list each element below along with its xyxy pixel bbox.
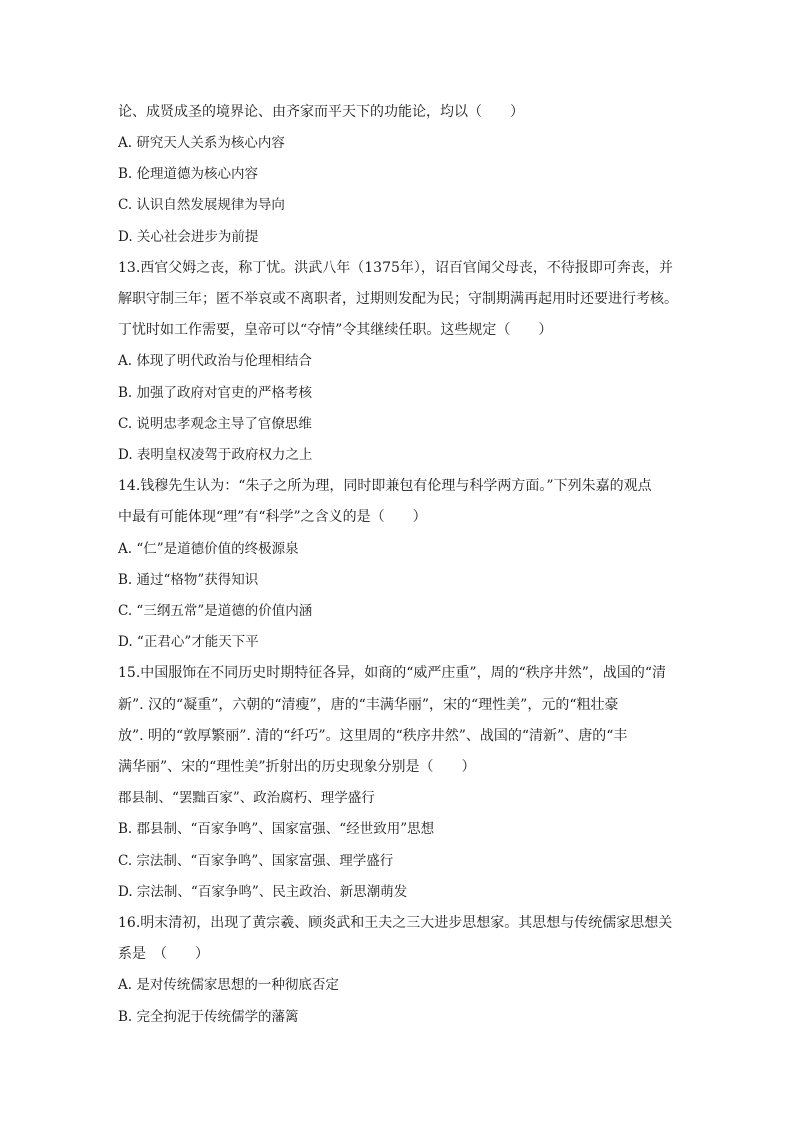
- q12-option-b: B. 伦理道德为核心内容: [118, 166, 259, 182]
- q13-option-b: B. 加强了政府对官吏的严格考核: [118, 385, 313, 401]
- q14-option-a: A. “仁”是道德价值的终极源泉: [118, 541, 299, 557]
- q12-option-d: D. 关心社会进步为前提: [118, 229, 259, 245]
- q13-stem-line-3: 丁忧时如工作需要，皇帝可以“夺情”令其继续任职。这些规定（ ）: [118, 322, 553, 338]
- q13-option-c: C. 说明忠孝观念主导了官僚思维: [118, 416, 312, 432]
- q14-stem-line-2: 中最有可能体现“理”有“科学”之含义的是（ ）: [118, 509, 427, 525]
- q14-stem-line-1: 14.钱穆先生认为：“朱子之所为理，同时即兼包有伦理与科学两方面。”下列朱嘉的观点: [118, 478, 652, 494]
- q16-stem-line-2: 系是 （ ）: [118, 946, 209, 962]
- q15-stem-line-3: 放”. 明的“敦厚繁丽”. 清的“纤巧”。这里周的“秩序井然”、战国的“清新”、唐的“丰: [118, 728, 628, 744]
- q15-stem-line-4: 满华丽”、宋的“理性美”折射出的历史现象分别是（ ）: [118, 759, 476, 775]
- q15-option-b: B. 郡县制、“百家争鸣”、国家富强、“经世致用”思想: [118, 821, 435, 837]
- q15-option-d: D. 宗法制、“百家争鸣”、民主政治、新思潮萌发: [118, 884, 408, 900]
- q15-stem-line-2: 新”. 汉的“凝重”，六朝的“清瘦”，唐的“丰满华丽”，宋的“理性美”，元的“粗壮豪: [118, 697, 619, 713]
- q14-option-d: D. “正君心”才能天下平: [118, 634, 259, 650]
- q16-option-a: A. 是对传统儒家思想的一种彻底否定: [118, 977, 339, 993]
- q16-option-b: B. 完全拘泥于传统儒学的藩篱: [118, 1009, 299, 1025]
- q13-option-a: A. 体现了明代政治与伦理相结合: [118, 353, 312, 369]
- q15-option-c: C. 宗法制、“百家争鸣”、国家富强、理学盛行: [118, 853, 394, 869]
- q13-option-d: D. 表明皇权凌驾于政府权力之上: [118, 447, 313, 463]
- q15-option-a: 郡县制、“罢黜百家”、政治腐朽、理学盛行: [118, 790, 375, 806]
- q12-stem-continued: 论、成贤成圣的境界论、由齐家而平天下的功能论，均以（ ）: [118, 104, 524, 120]
- q13-stem-line-1: 13.西官父姆之丧，称丁忧。洪武八年（1375年），诏百官闻父母丧，不待报即可奔丧，并: [118, 260, 673, 276]
- q14-option-b: B. 通过“格物”获得知识: [118, 572, 259, 588]
- q14-option-c: C. “三纲五常”是道德的价值内涵: [118, 603, 313, 619]
- q12-option-c: C. 认识自然发展规律为导向: [118, 197, 285, 213]
- q15-stem-line-1: 15.中国服饰在不同历史时期特征各异，如商的“威严庄重”，周的“秩序井然”，战国的“清: [118, 665, 667, 681]
- q12-option-a: A. 研究天人关系为核心内容: [118, 135, 285, 151]
- q16-stem-line-1: 16.明末清初，出现了黄宗羲、顾炎武和王夫之三大进步思想家。其思想与传统儒家思想关: [118, 915, 673, 931]
- q13-stem-line-2: 解职守制三年；匿不举哀或不离职者，过期则发配为民；守制期满再起用时还要进行考核。: [118, 291, 678, 307]
